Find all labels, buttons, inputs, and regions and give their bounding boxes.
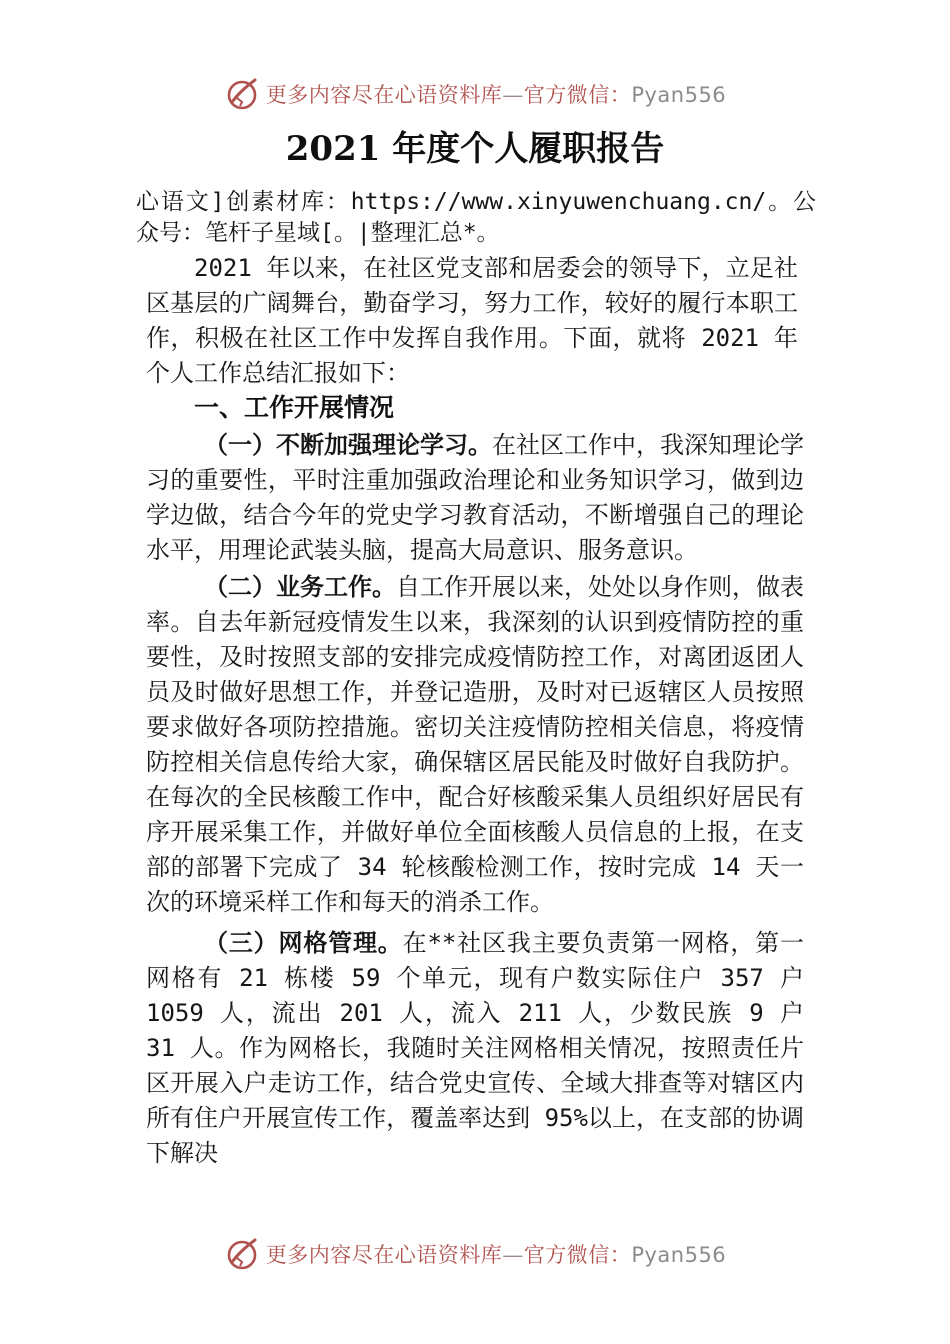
brush-logo-icon: [224, 76, 260, 112]
watermark-dash: —: [502, 1243, 524, 1267]
item-lead: （三）网格管理。: [204, 929, 403, 957]
item-paragraph: [146, 428, 804, 568]
item-text: 在**社区我主要负责第一网格，第一网格有 21 栋楼 59 个单元，现有户数实际住户 357 户 1059 人，流出 201 人，流入 211 人，少数民族 9 户 31 人。作为网格长，我随时关注网格相关情况，按照责任片区开展入户走访工作，结合党史宣传、全域大排查等对辖区内所有住户开展宣传工作，覆盖率达到 95%以上，在支部的协调下解决: [146, 929, 804, 1167]
page-title: 2021 年度个人履职报告: [285, 129, 665, 169]
footer-watermark: [0, 1232, 950, 1276]
section-heading: 一、工作开展情况: [194, 393, 395, 422]
watermark-id: Pyan556: [631, 83, 727, 107]
item-text: 自工作开展以来，处处以身作则，做表率。自去年新冠疫情发生以来，我深刻的认识到疫情防控的重要性，及时按照支部的安排完成疫情防控工作，对离团返团人员及时做好思想工作，并登记造册，及时对已返辖区人员按照要求做好各项防控措施。密切关注疫情防控相关信息，将疫情防控相关信息传给大家，确保辖区居民能及时做好自我防护。在每次的全民核酸工作中，配合好核酸采集人员组织好居民有序开展采集工作，并做好单位全面核酸人员信息的上报，在支部的部署下完成了 34 轮核酸检测工作，按时完成 14 天一次的环境采样工作和每天的消杀工作。: [146, 573, 804, 916]
item-text: 在社区工作中，我深知理论学习的重要性，平时注重加强政治理论和业务知识学习，做到边学边做，结合今年的党史学习教育活动，不断增强自己的理论水平，用理论武装头脑，提高大局意识、服务意识。: [146, 431, 804, 564]
item-lead: （一）不断加强理论学习。: [204, 431, 492, 459]
watermark-dash: —: [502, 83, 524, 107]
item-lead: （二）业务工作。: [204, 573, 396, 601]
source-line: 心语文]创素材库：https://www.xinyuwenchuang.cn/。公众号：笔杆子星域[。|整理汇总*。: [136, 189, 816, 246]
brush-logo-icon: [224, 1236, 260, 1272]
intro-paragraph: 2021 年以来，在社区党支部和居委会的领导下，立足社区基层的广阔舞台，勤奋学习，努力工作，较好的履行本职工作，积极在社区工作中发挥自我作用。下面，就将 2021 年个人工作总结汇报如下：: [146, 254, 798, 387]
header-watermark: [0, 72, 950, 116]
watermark-prefix: 更多内容尽在心语资料库: [265, 1243, 503, 1267]
watermark-suffix: 官方微信：: [523, 1243, 632, 1267]
watermark-id: Pyan556: [631, 1243, 727, 1267]
watermark-prefix: 更多内容尽在心语资料库: [265, 83, 503, 107]
watermark-text: [266, 79, 726, 109]
item-paragraph: [146, 926, 804, 1171]
watermark-suffix: 官方微信：: [523, 83, 632, 107]
watermark-text: [266, 1239, 726, 1269]
item-paragraph: [146, 570, 804, 920]
